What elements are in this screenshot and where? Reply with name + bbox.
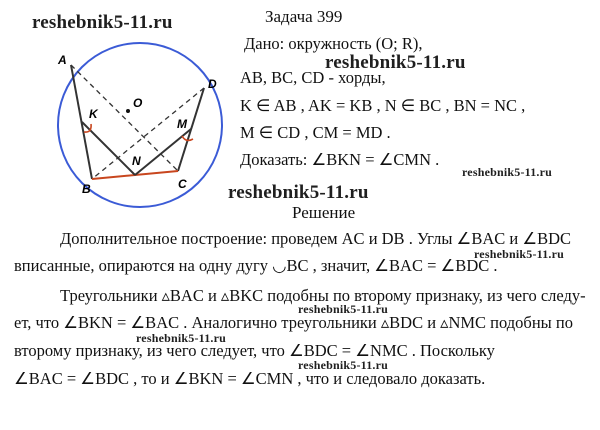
watermark: reshebnik5-11.ru — [298, 302, 388, 316]
watermark: reshebnik5-11.ru — [228, 182, 369, 203]
label-d: D — [208, 77, 217, 91]
given-line-2: AB, BC, CD - хорды, — [240, 68, 386, 87]
watermark: reshebnik5-11.ru — [32, 12, 173, 33]
center-point — [126, 109, 130, 113]
watermark: reshebnik5-11.ru — [298, 358, 388, 372]
geometry-figure — [50, 40, 250, 210]
solution-p2-line4: ∠BAC = ∠BDC , то и ∠BKN = ∠CMN , что и следовало доказать. — [14, 369, 486, 388]
label-b: B — [82, 182, 91, 196]
given-line-4: M ∈ CD , CM = MD . — [240, 123, 391, 142]
label-c: C — [178, 177, 187, 191]
label-a: A — [58, 53, 67, 67]
label-m: M — [177, 117, 187, 131]
watermark: reshebnik5-11.ru — [462, 165, 552, 179]
watermark: reshebnik5-11.ru — [136, 331, 226, 345]
solution-p2-line2: ет, что ∠BKN = ∠BAC . Аналогично треугольники ▵BDC и ▵NMC подобны по — [14, 313, 573, 332]
chord-ab — [71, 65, 92, 179]
given-line-5: Доказать: ∠BKN = ∠CMN . — [240, 150, 440, 169]
solution-heading: Решение — [292, 203, 356, 222]
watermark: reshebnik5-11.ru — [325, 52, 466, 73]
label-n: N — [132, 154, 141, 168]
solution-p2-line3: второму признаку, из чего следует, что ∠BDC = ∠NMC . Поскольку — [14, 341, 495, 360]
watermark: reshebnik5-11.ru — [474, 247, 564, 261]
task-title: Задача 399 — [265, 7, 343, 26]
given-line-3: K ∈ AB , AK = KB , N ∈ BC , BN = NC , — [240, 96, 526, 115]
label-k: K — [89, 107, 98, 121]
given-line-1: Дано: окружность (O; R), — [244, 34, 423, 53]
solution-p1-line1: Дополнительное построение: проведем AC и DB . Углы ∠BAC и ∠BDC — [60, 229, 572, 248]
solution-p2-line1: Треугольники ▵BAC и ▵BKC подобны по второму признаку, из чего следу- — [60, 286, 586, 305]
solution-p1-line2: вписанные, опираются на одну дугу ◡BC , значит, ∠BAC = ∠BDC . — [14, 256, 498, 275]
label-o: O — [133, 96, 143, 110]
